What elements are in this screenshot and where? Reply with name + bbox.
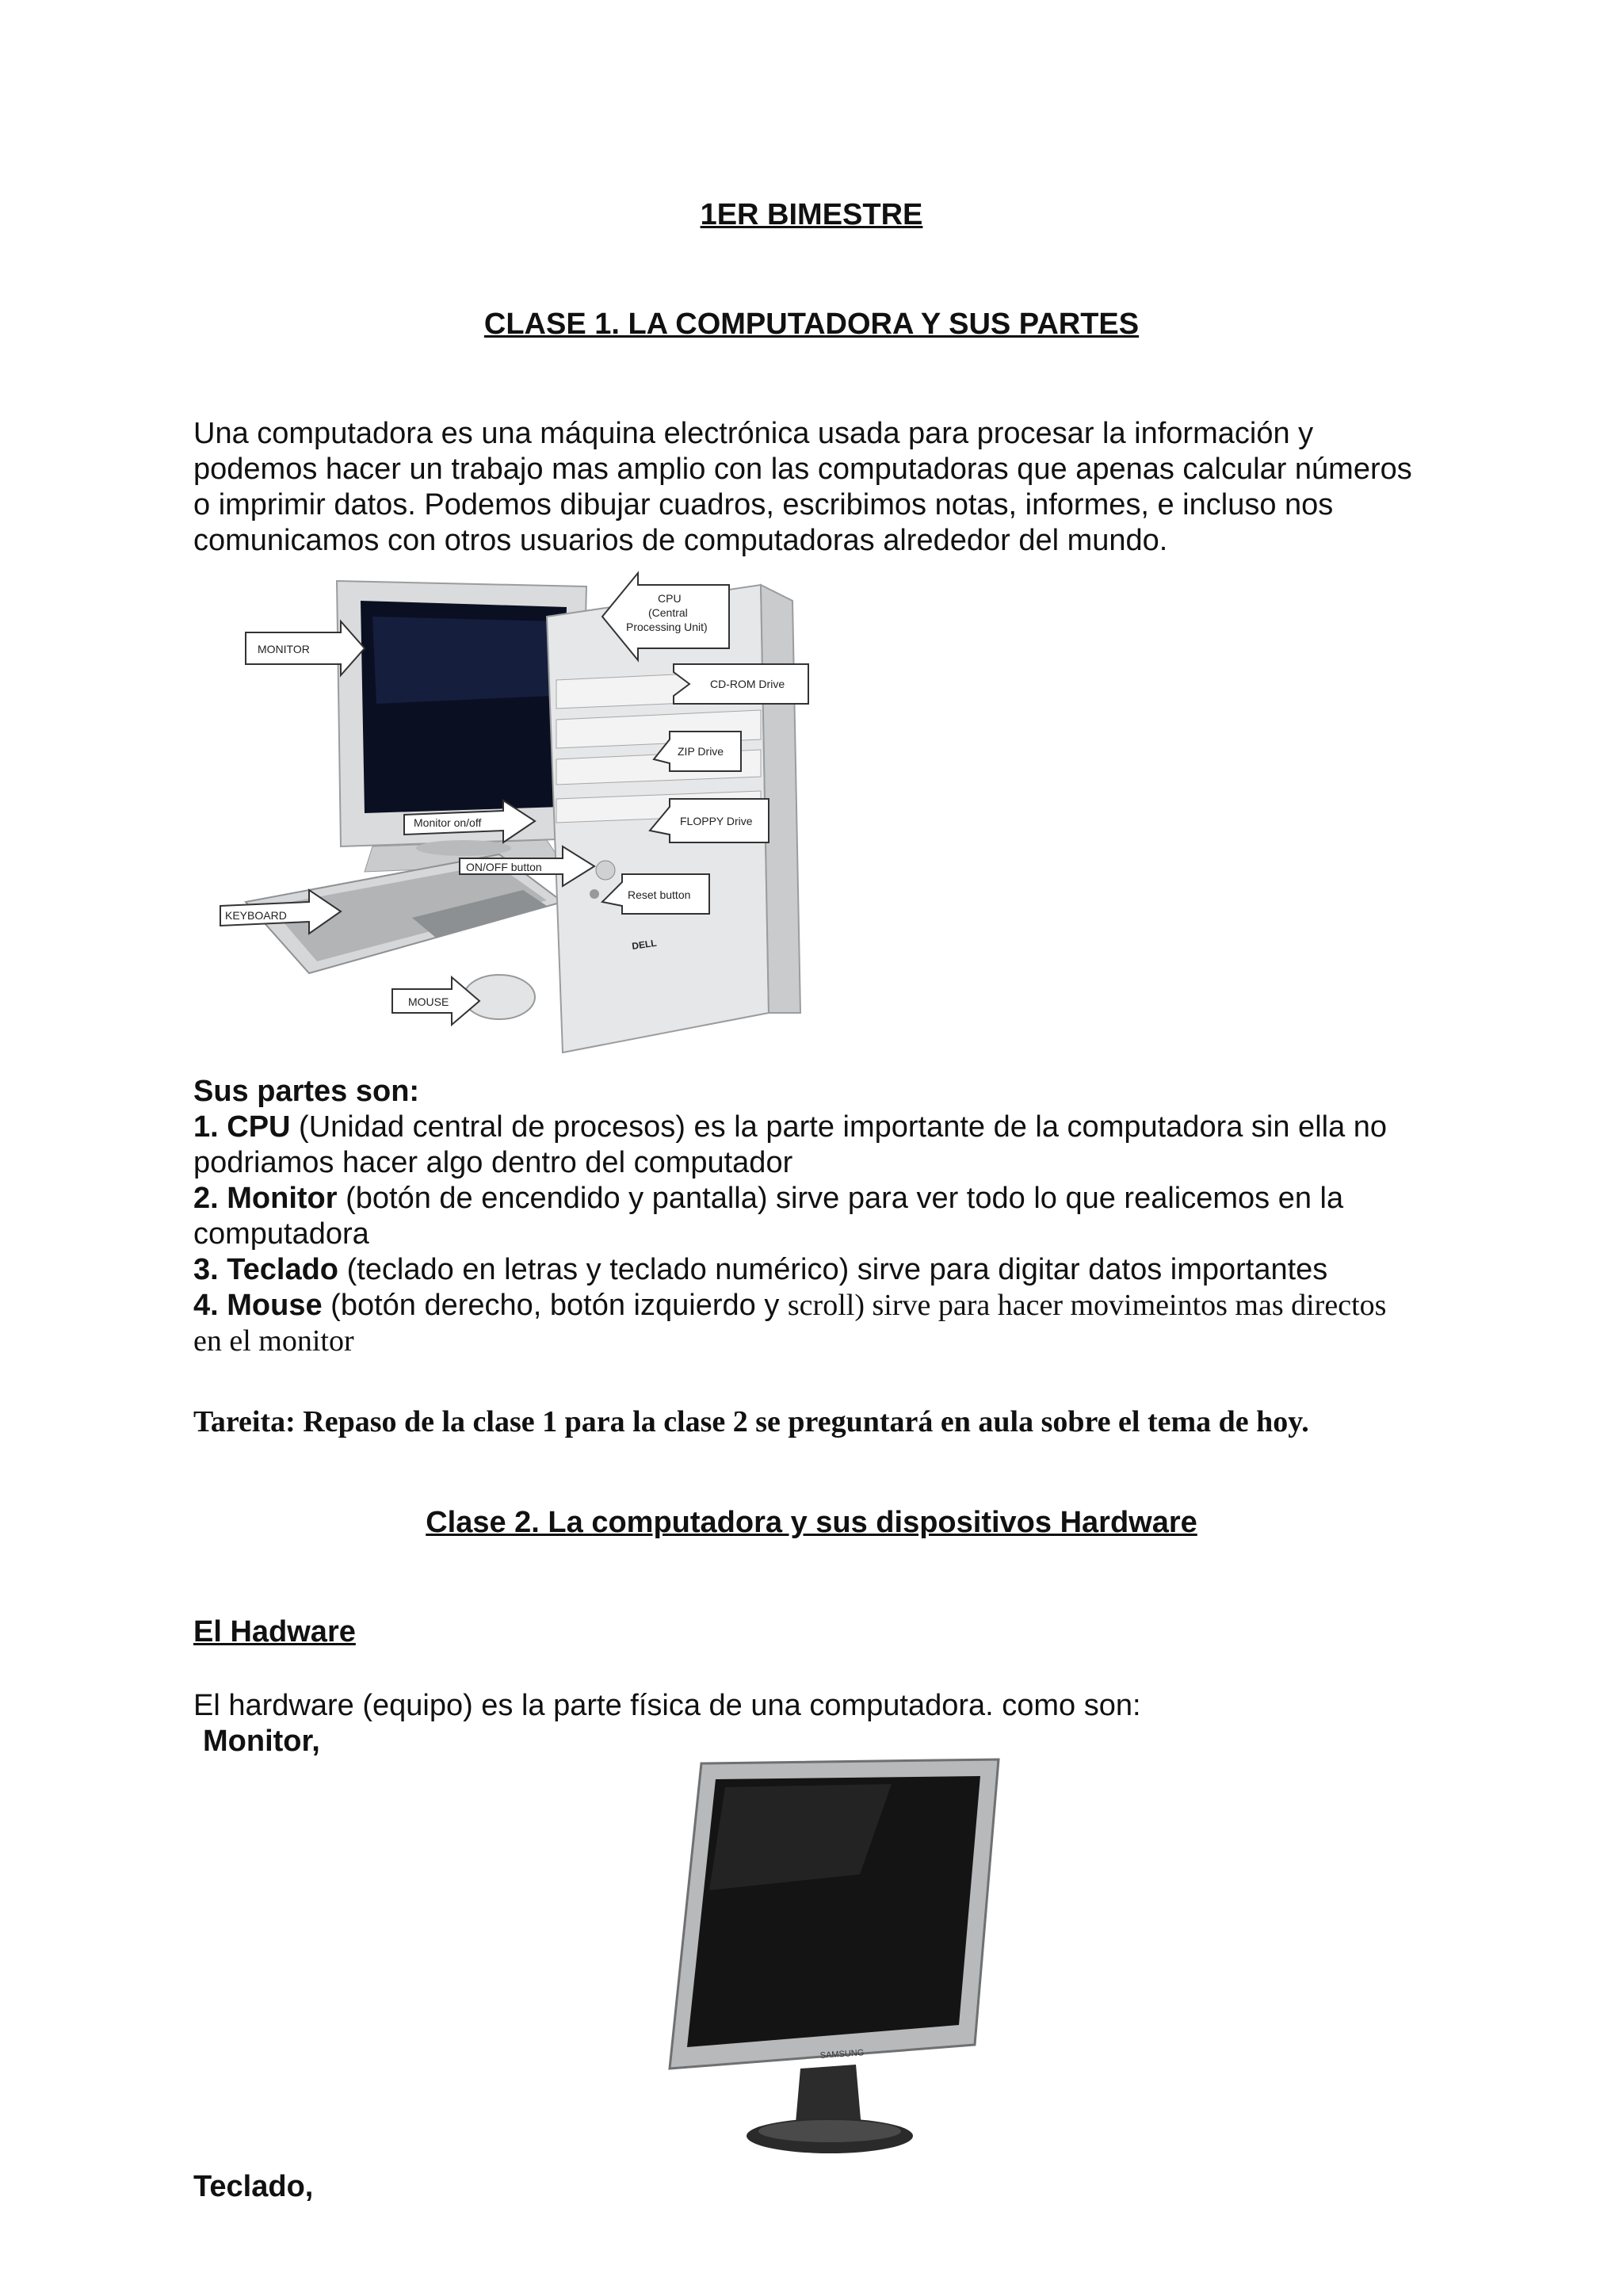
heading-clase-2: Clase 2. La computadora y sus dispositivos Hardware [426,1506,1197,1539]
svg-text:FLOPPY Drive: FLOPPY Drive [680,815,753,827]
monitor-item-label: Monitor, [203,1725,320,1758]
svg-text:ON/OFF button: ON/OFF button [466,861,542,873]
part-mouse: 4. Mouse (botón derecho, botón izquierdo y scroll) sirve para hacer movimeintos mas directos [193,1289,1387,1322]
intro-paragraph: Una computadora es una máquina electrónica usada para procesar la información y podemos hacer un trabajo mas amplio con las computadoras que apenas calcular números o imprimir datos. Podemos dibujar cuadros, escribimos notas, informes, e incluso nos comunicamos con otros usuarios de computadoras alrededor del mundo. [193,417,1412,557]
svg-text:CD-ROM Drive: CD-ROM Drive [710,678,785,690]
dell-logo: DELL [631,937,658,952]
homework-note: Tareita: Repaso de la clase 1 para la clase 2 se preguntará en aula sobre el tema de hoy. [193,1405,1309,1438]
svg-text:Reset button: Reset button [628,888,691,901]
svg-text:KEYBOARD: KEYBOARD [225,909,287,922]
computer-parts-figure [214,569,832,1068]
flat-monitor-figure [654,1755,1010,2164]
svg-text:Processing Unit): Processing Unit) [626,621,708,633]
teclado-item-label: Teclado, [193,2170,314,2203]
svg-text:ZIP Drive: ZIP Drive [678,745,724,758]
svg-text:Monitor on/off: Monitor on/off [414,816,482,829]
label-monitor [246,621,365,675]
svg-text:(Central: (Central [648,606,688,619]
parts-heading: Sus partes son: [193,1075,420,1108]
part-monitor: 2. Monitor (botón de encendido y pantalla) sirve para ver todo lo que realicemos en la [193,1182,1344,1215]
heading-clase-1: CLASE 1. LA COMPUTADORA Y SUS PARTES [483,308,1140,341]
label-cdrom [674,664,808,704]
part-teclado: 3. Teclado (teclado en letras y teclado numérico) sirve para digitar datos importantes [193,1253,1328,1286]
svg-text:MOUSE: MOUSE [408,995,449,1008]
samsung-logo: SAMSUNG [819,2048,865,2061]
parts-list: Sus partes son: 1. CPU (Unidad central de procesos) es la parte importante de la computadora sin ella no podriamos hacer algo dentro del computador 2. Monitor (botón de encendido y pantalla) sirve para ver todo lo que realicemos en la computadora 3. Teclado (teclado en letras y teclado numérico) sirve para digitar datos importantes 4. Mouse (botón derecho, botón izquierdo y scroll) sirve para hacer movimeintos mas directos en el monitor [193,1074,1493,1359]
svg-text:MONITOR: MONITOR [258,643,310,655]
hardware-paragraph: El hardware (equipo) es la parte física de una computadora. como son: Monitor, [193,1688,1493,1759]
part-cpu: 1. CPU (Unidad central de procesos) es la parte importante de la computadora sin ella no [193,1110,1388,1144]
heading-bimestre: 1ER BIMESTRE [700,198,923,231]
heading-hardware: El Hadware [193,1615,356,1648]
svg-text:CPU: CPU [658,592,682,605]
label-mouse [392,977,479,1025]
